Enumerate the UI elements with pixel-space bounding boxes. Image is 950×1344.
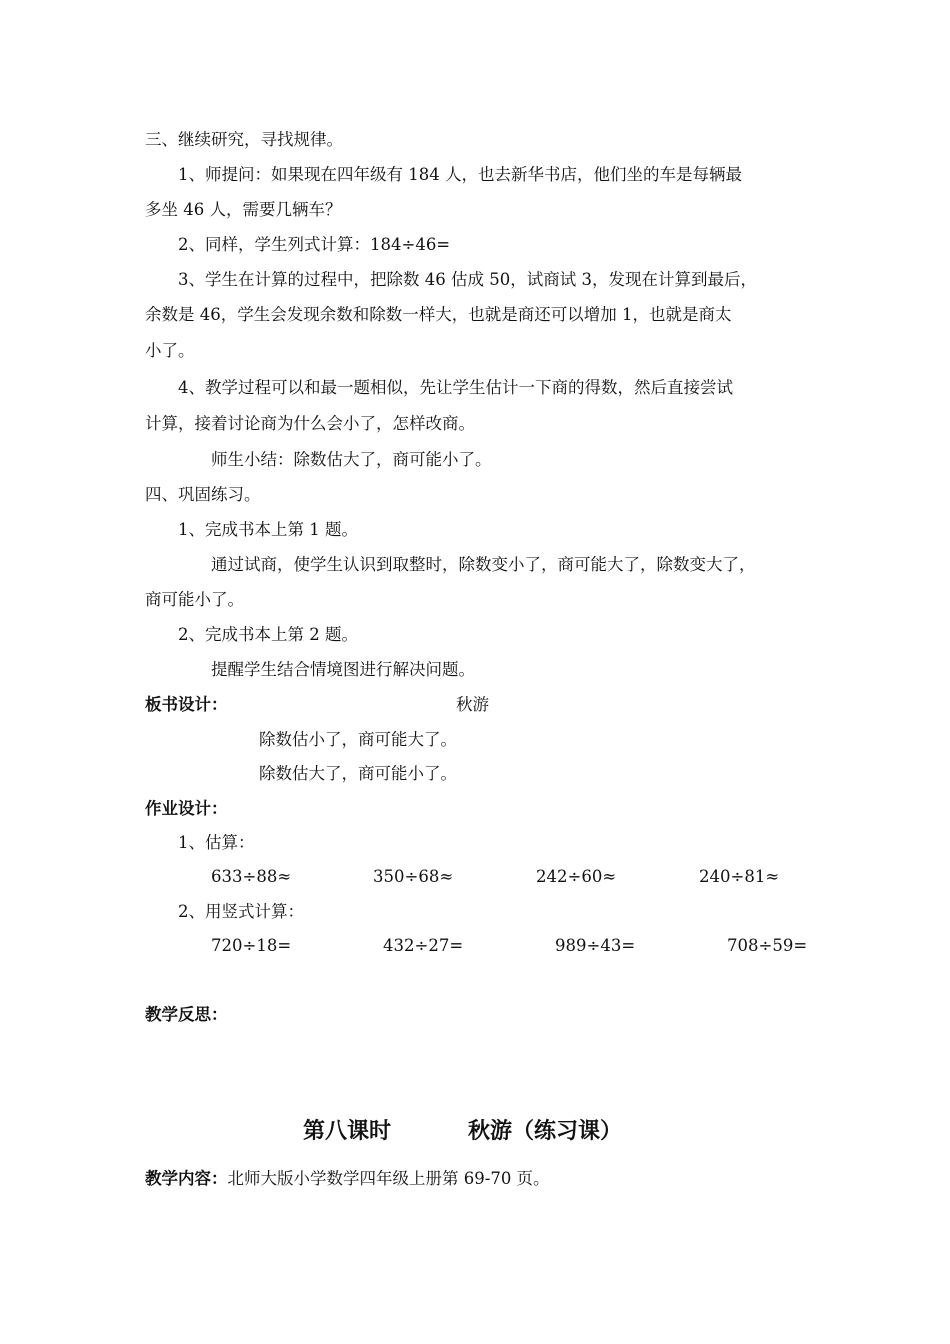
paragraph-3-line-2: 余数是 46，学生会发现余数和除数一样大，也就是商还可以增加 1，也就是商太 bbox=[145, 305, 732, 324]
paragraph-1-line-2: 多坐 46 人，需要几辆车？ bbox=[145, 200, 342, 219]
practice-item-1: 1、完成书本上第 1 题。 bbox=[178, 520, 358, 539]
section-heading-4: 四、巩固练习。 bbox=[145, 485, 261, 504]
reflection-label: 教学反思： bbox=[145, 1005, 228, 1024]
board-line-2: 除数估大了，商可能小了。 bbox=[259, 764, 457, 783]
practice-note-2: 提醒学生结合情境图进行解决问题。 bbox=[211, 660, 475, 679]
lesson-title-right: 秋游（练习课） bbox=[468, 1119, 623, 1144]
estimate-1: 633÷88≈ bbox=[211, 867, 292, 886]
calc-4: 708÷59= bbox=[727, 936, 808, 955]
calc-3: 989÷43= bbox=[555, 936, 636, 955]
calc-2: 432÷27= bbox=[383, 936, 464, 955]
practice-note-1-line-2: 商可能小了。 bbox=[145, 590, 244, 609]
homework-label: 作业设计： bbox=[145, 799, 228, 818]
paragraph-1-line-1: 1、师提问：如果现在四年级有 184 人，也去新华书店，他们坐的车是每辆最 bbox=[178, 165, 742, 184]
paragraph-3-line-3: 小了。 bbox=[145, 341, 195, 360]
estimate-2: 350÷68≈ bbox=[373, 867, 454, 886]
paragraph-3-line-1: 3、学生在计算的过程中，把除数 46 估成 50，试商试 3，发现在计算到最后， bbox=[178, 270, 757, 289]
board-design-label: 板书设计： bbox=[145, 695, 228, 714]
homework-task-2: 2、用竖式计算： bbox=[178, 902, 304, 921]
lesson-content-label: 教学内容： bbox=[145, 1169, 228, 1188]
board-title: 秋游 bbox=[456, 695, 489, 714]
calc-1: 720÷18= bbox=[211, 936, 292, 955]
lesson-title-left: 第八课时 bbox=[303, 1119, 392, 1144]
lesson-content-text: 北师大版小学数学四年级上册第 69-70 页。 bbox=[227, 1169, 550, 1188]
paragraph-2: 2、同样，学生列式计算：184÷46= bbox=[178, 235, 451, 254]
section-heading-3: 三、继续研究，寻找规律。 bbox=[145, 130, 343, 149]
board-line-1: 除数估小了，商可能大了。 bbox=[259, 730, 457, 749]
practice-note-1-line-1: 通过试商，使学生认识到取整时，除数变小了，商可能大了，除数变大了， bbox=[211, 555, 756, 574]
summary: 师生小结：除数估大了，商可能小了。 bbox=[211, 450, 492, 469]
lesson-content bbox=[145, 1168, 550, 1190]
practice-item-2: 2、完成书本上第 2 题。 bbox=[178, 625, 358, 644]
estimate-3: 242÷60≈ bbox=[536, 867, 617, 886]
estimate-4: 240÷81≈ bbox=[699, 867, 780, 886]
paragraph-4-line-1: 4、教学过程可以和最一题相似，先让学生估计一下商的得数，然后直接尝试 bbox=[178, 378, 733, 397]
homework-task-1: 1、估算： bbox=[178, 833, 255, 852]
paragraph-4-line-2: 计算，接着讨论商为什么会小了，怎样改商。 bbox=[145, 414, 475, 433]
